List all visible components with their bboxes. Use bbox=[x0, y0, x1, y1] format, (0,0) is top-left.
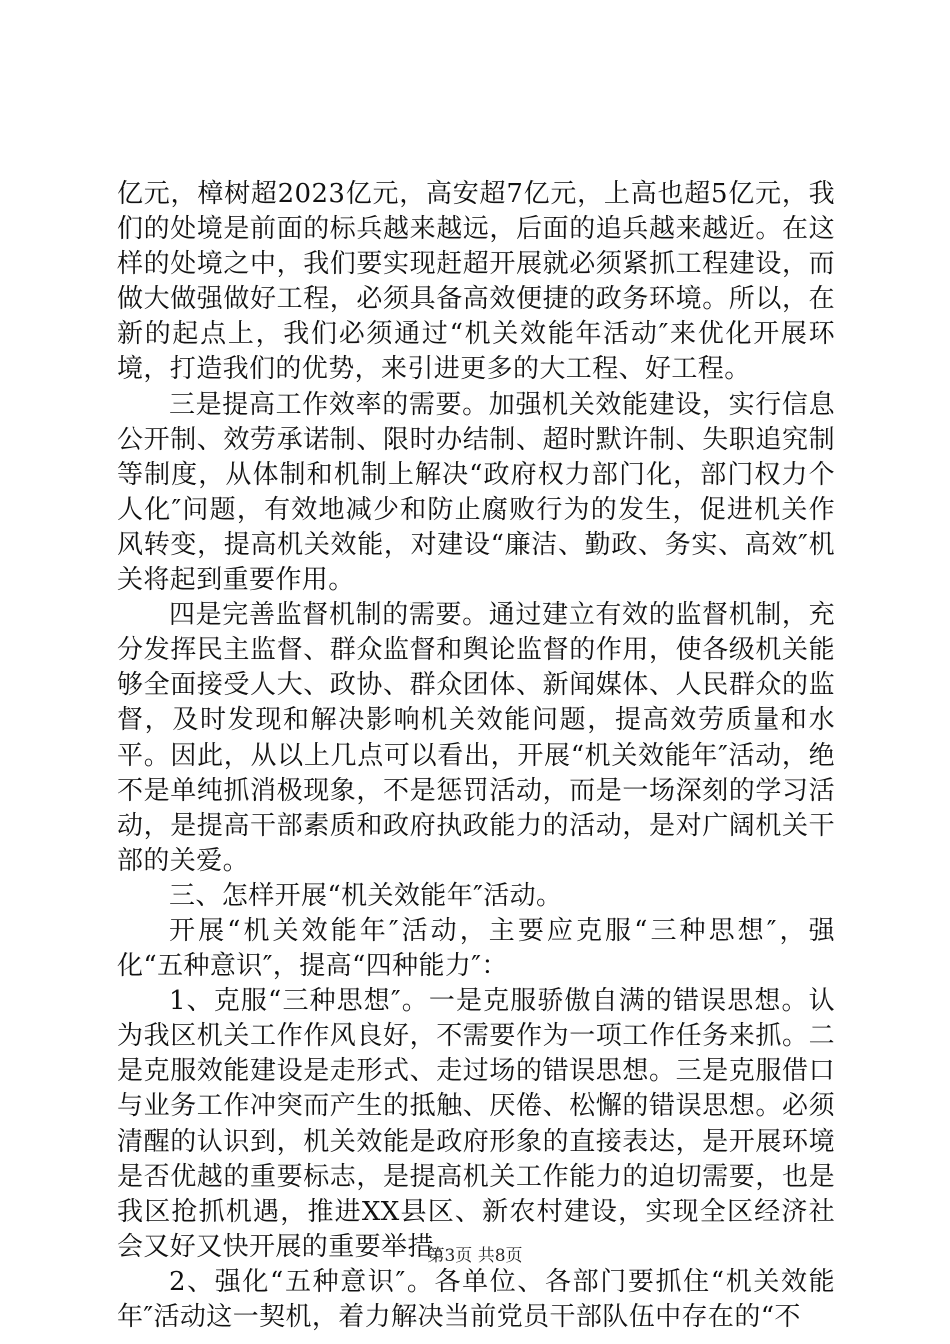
paragraph-2: 三是提高工作效率的需要。加强机关效能建设，实行信息公开制、效劳承诺制、限时办结制、超时默许制、失职追究制等制度，从体制和机制上解决“政府权力部门化，部门权力个人化″问题，有效地减少和防止腐败行为的发生，促进机关作风转变，提高机关效能，对建设“廉洁、勤政、务实、高效″机关将起到重要作用。 bbox=[117, 389, 835, 596]
paragraph-5: 开展“机关效能年″活动，主要应克服“三种思想″，强化“五种意识″，提高“四种能力″： bbox=[117, 915, 835, 982]
document-body bbox=[117, 177, 835, 1335]
paragraph-6: 1、克服“三种思想″。一是克服骄傲自满的错误思想。认为我区机关工作作风良好，不需要作为一项工作任务来抓。二是克服效能建设是走形式、走过场的错误思想。三是克服借口与业务工作冲突而产生的抵触、厌倦、松懈的错误思想。必须清醒的认识到，机关效能是政府形象的直接表达，是开展环境是否优越的重要标志，是提高机关工作能力的迫切需要，也是我区抢抓机遇，推进XX县区、新农村建设，实现全区经济社会又好又快开展的重要举措。 bbox=[117, 986, 835, 1262]
section-heading-3: 三、怎样开展“机关效能年″活动。 bbox=[169, 880, 563, 911]
paragraph-1: 亿元，樟树超2023亿元，高安超7亿元，上高也超5亿元，我们的处境是前面的标兵越来越远，后面的追兵越来越近。在这样的处境之中，我们要实现赶超开展就必须紧抓工程建设，而做大做强做好工程，必须具备高效便捷的政务环境。所以，在新的起点上，我们必须通过“机关效能年活动″来优化开展环境，打造我们的优势，来引进更多的大工程、好工程。 bbox=[117, 179, 835, 385]
page-footer: 第3页 共8页 bbox=[427, 1246, 523, 1266]
paragraph-3: 四是完善监督机制的需要。通过建立有效的监督机制，充分发挥民主监督、群众监督和舆论监督的作用，使各级机关能够全面接受人大、政协、群众团体、新闻媒体、人民群众的监督，及时发现和解决影响机关效能问题，提高效劳质量和水平。因此，从以上几点可以看出，开展“机关效能年″活动，绝不是单纯抓消极现象，不是惩罚活动，而是一场深刻的学习活动，是提高干部素质和政府执政能力的活动，是对广阔机关干部的关爱。 bbox=[117, 600, 835, 876]
paragraph-7: 2、强化“五种意识″。各单位、各部门要抓住“机关效能年″活动这一契机，着力解决当前党员干部队伍中存在的“不 bbox=[117, 1266, 835, 1332]
